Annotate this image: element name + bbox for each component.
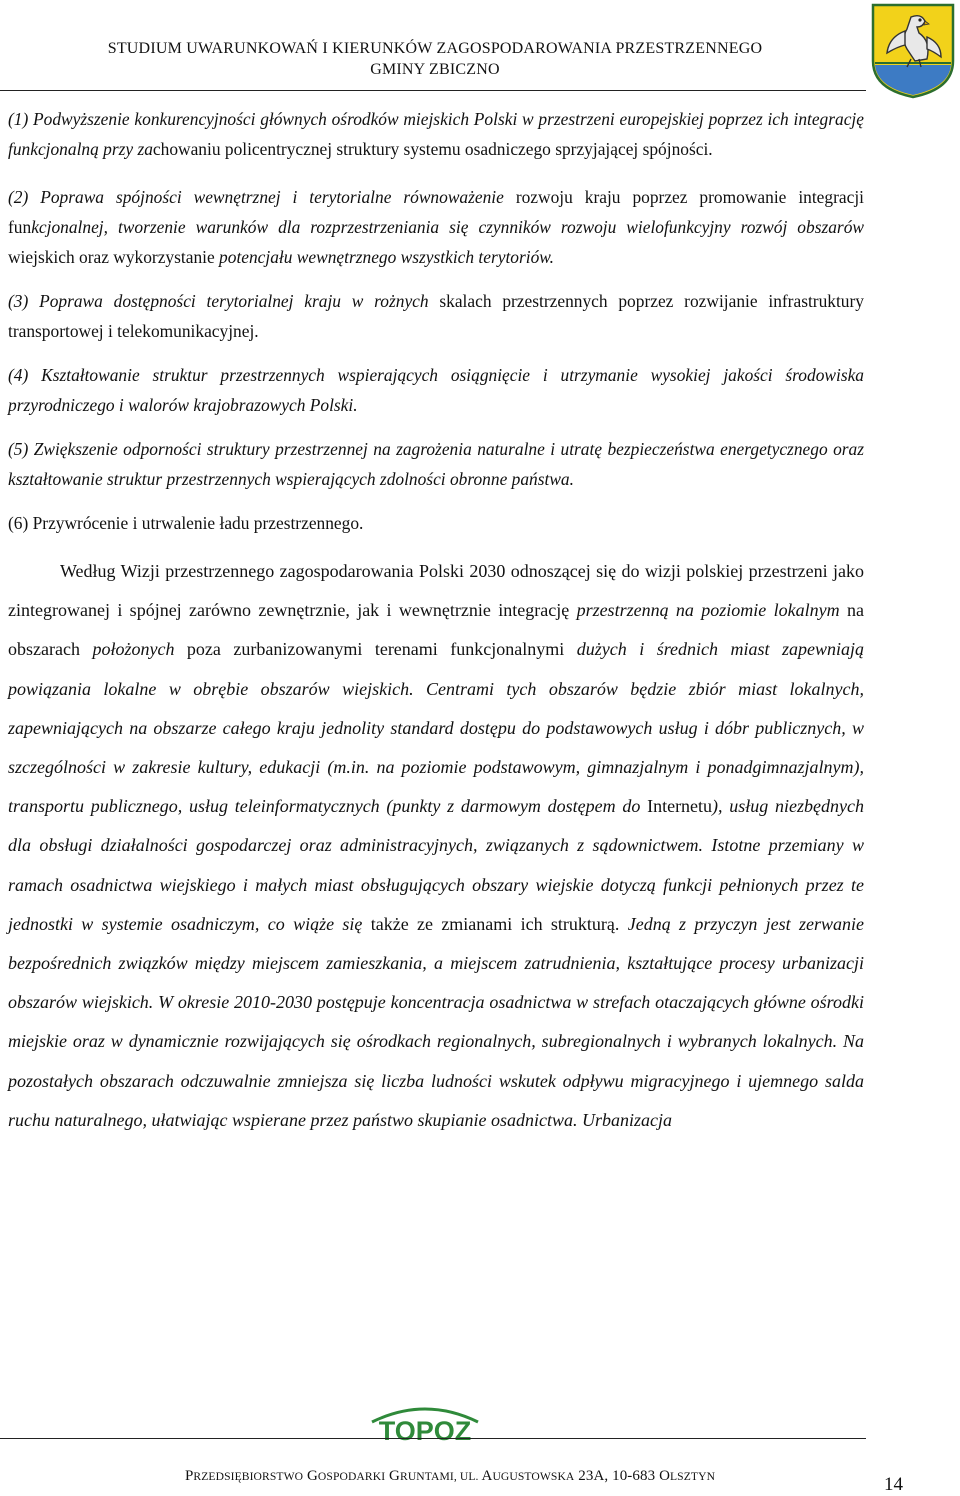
objective-3: (3) Poprawa dostępności terytorialnej kraju w rożnych skalach przestrzennych poprzez rozwijanie infrastruktury transportowej i telekomunikacyjnej. (8, 291, 864, 341)
objective-4: (4) Kształtowanie struktur przestrzennych wspierających osiągnięcie i utrzymanie wysokiej jakości środowiska przyrodniczego i walorów krajobrazowych Polski. (8, 365, 864, 415)
footer-address: PRZEDSIĘBIORSTWO GOSPODARKI GRUNTAMI, UL. AUGUSTOWSKA 23A, 10-683 OLSZTYN (184, 1468, 716, 1484)
footer-rule (0, 1438, 866, 1439)
coat-of-arms-eagle-icon (871, 3, 955, 99)
logo-text: TOPOZ (378, 1416, 472, 1444)
header-line-1: STUDIUM UWARUNKOWAŃ I KIERUNKÓW ZAGOSPODAROWANIA PRZESTRZENNEGO (107, 40, 763, 57)
page-content (8, 104, 864, 1140)
objective-1: (1) Podwyższenie konkurencyjności głównych ośrodków miejskich Polski w przestrzeni europejskiej poprzez ich integrację funkcjonalną przy zachowaniu policentrycznej struktury systemu osadniczego sprzyjającej spójności. (8, 109, 864, 159)
objective-5: (5) Zwiększenie odporności struktury przestrzennej na zagrożenia naturalne i utratę bezpieczeństwa energetycznego oraz kształtowanie struktur przestrzennych wspierających zdolności obronne państwa. (8, 439, 864, 489)
page-number: 14 (884, 1474, 903, 1495)
header-line-2: GMINY ZBICZNO (370, 61, 500, 78)
vision-paragraph: Według Wizji przestrzennego zagospodarowania Polski 2030 odnoszącej się do wizji polskiej przestrzeni jako zintegrowanej i spójnej zarówno zewnętrznie, jak i wewnętrznie integrację przestrzenną na poziomie lokalnym na obszarach położonych poza zurbanizowanymi terenami funkcjonalnymi dużych i średnich miast zapewniają powiązania lokalne w obrębie obszarów wiejskich. Centrami tych obszarów będzie zbiór miast lokalnych, zapewniających na obszarze całego kraju jednolity standard dostępu do podstawowych usług i dóbr publicznych, w szczególności w zakresie kultury, edukacji (m.in. na poziomie podstawowym, gimnazjalnym i ponadgimnazjalnym), transportu publicznego, usług teleinformatycznych (punkty z darmowym dostępem do Internetu), usług niezbędnych dla obsługi działalności gospodarczej oraz administracyjnych, związanych z sądownictwem. Istotne przemiany w ramach osadnictwa wiejskiego i małych miast obsługujących obszary wiejskie dotyczą funkcji pełnionych przez te jednostki w systemie osadniczym, co wiąże się także ze zmianami ich strukturą. Jedną z przyczyn jest zerwanie bezpośrednich związków między miejscem zamieszkania, a miejscem zatrudnienia, kształtujące procesy urbanizacji obszarów wiejskich. W okresie 2010-2030 postępuje koncentracja osadnictwa w strefach otaczających główne ośrodki miejskie oraz w dynamicznie rozwijających się ośrodkach regionalnych, subregionalnych i wybranych lokalnych. Na pozostałych obszarach odczuwalnie zmniejsza się liczba ludności wskutek odpływu migracyjnego i ujemnego salda ruchu naturalnego, ułatwiając wspierane przez państwo skupianie osadnictwa. Urbanizacja (8, 561, 864, 1130)
objective-2: (2) Poprawa spójności wewnętrznej i terytorialne równoważenie rozwoju kraju poprzez promowanie integracji funkcjonalnej, tworzenie warunków dla rozprzestrzeniania się czynników rozwoju wielofunkcyjny rozwój obszarów wiejskich oraz wykorzystanie potencjału wewnętrznego wszystkich terytoriów. (8, 187, 864, 267)
header-rule (0, 90, 866, 91)
document-header (0, 38, 870, 80)
objective-6: (6) Przywrócenie i utrwalenie ładu przestrzennego. (8, 513, 364, 533)
